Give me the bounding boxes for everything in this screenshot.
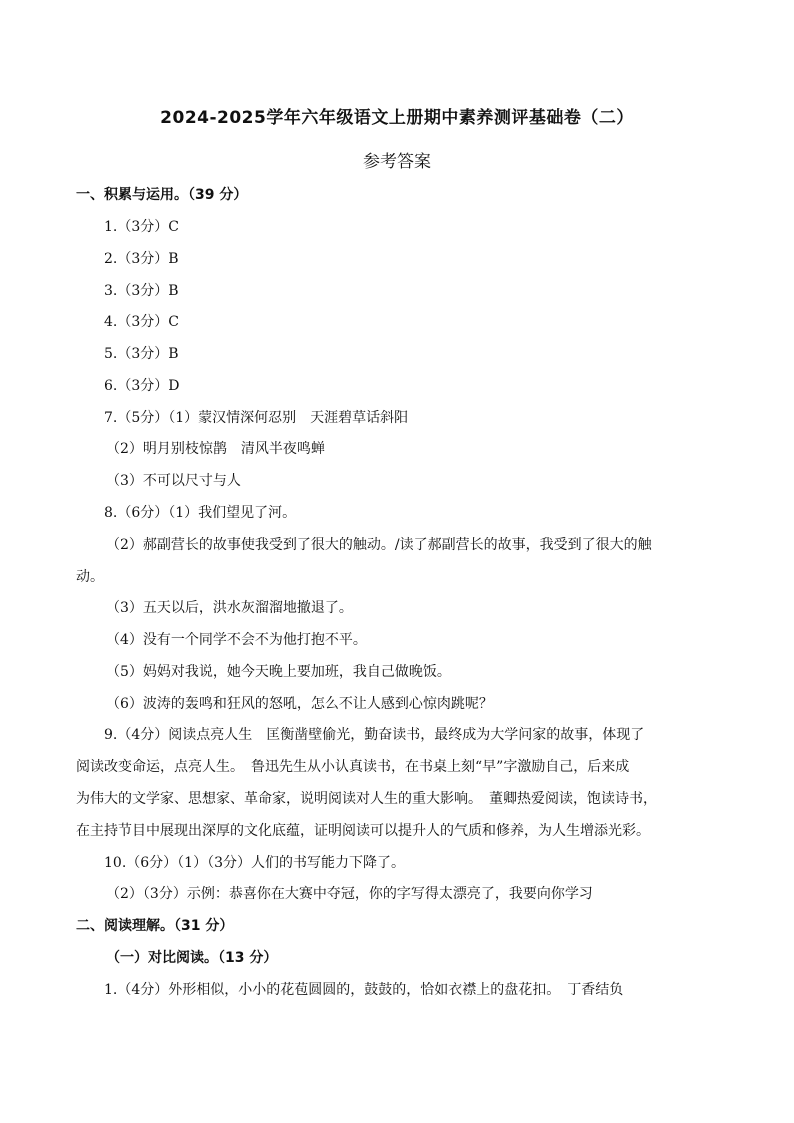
answer-line: 5.（3分）B [104,346,179,362]
answer-line: 7.（5分）（1）蒙汉情深何忍别 天涯碧草话斜阳 [104,410,409,426]
answer-line: 为伟大的文学家、思想家、革命家，说明阅读对人生的重大影响。 董卿热爱阅读，饱读诗书， [76,791,657,807]
section-heading: 一、积累与运用。（39 分） [76,187,248,203]
answer-line: 1.（3分）C [104,219,179,235]
answer-line: 2.（3分）B [104,251,179,267]
answer-line: 动。 [76,569,104,585]
answer-line: （3）五天以后，洪水灰溜溜地撤退了。 [106,600,353,616]
answer-line: （6）波涛的轰鸣和狂风的怒吼，怎么不让人感到心惊肉跳呢？ [106,696,493,712]
answer-line: （2）（3分）示例：恭喜你在大赛中夺冠，你的字写得太漂亮了，我要向你学习 [106,886,593,902]
answer-line: 在主持节目中展现出深厚的文化底蕴，证明阅读可以提升人的气质和修养，为人生增添光彩。 [76,823,650,839]
answer-line: 3.（3分）B [104,283,179,299]
answer-line: 9.（4分）阅读点亮人生 匡衡凿壁偷光，勤奋读书，最终成为大学问家的故事，体现了 [104,727,645,743]
answer-line: 1.（4分）外形相似，小小的花苞圆圆的，鼓鼓的，恰如衣襟上的盘花扣。 丁香结负 [104,982,624,998]
document-subtitle: 参考答案 [363,152,431,172]
answer-line: 8.（6分）（1）我们望见了河。 [104,505,297,521]
answer-line: （3）不可以尺寸与人 [106,473,241,489]
answer-line: （2）明月别枝惊鹊 清风半夜鸣蝉 [106,441,325,457]
subsection-heading: （一）对比阅读。（13 分） [106,950,278,966]
answer-line: 6.（3分）D [104,378,180,394]
answer-line: 阅读改变命运，点亮人生。 鲁迅先生从小认真读书，在书桌上刻“早”字激励自己，后来成 [76,759,630,775]
document-title: 2024-2025学年六年级语文上册期中素养测评基础卷（二） [160,108,634,128]
section-heading: 二、阅读理解。（31 分） [76,918,234,934]
answer-line: 4.（3分）C [104,314,179,330]
answer-line: 10.（6分）（1）（3分）人们的书写能力下降了。 [104,855,405,871]
answer-line: （5）妈妈对我说，她今天晚上要加班，我自己做晚饭。 [106,664,451,680]
answer-line: （4）没有一个同学不会不为他打抱不平。 [106,632,367,648]
answer-line: （2）郝副营长的故事使我受到了很大的触动。/读了郝副营长的故事，我受到了很大的触 [106,537,652,553]
